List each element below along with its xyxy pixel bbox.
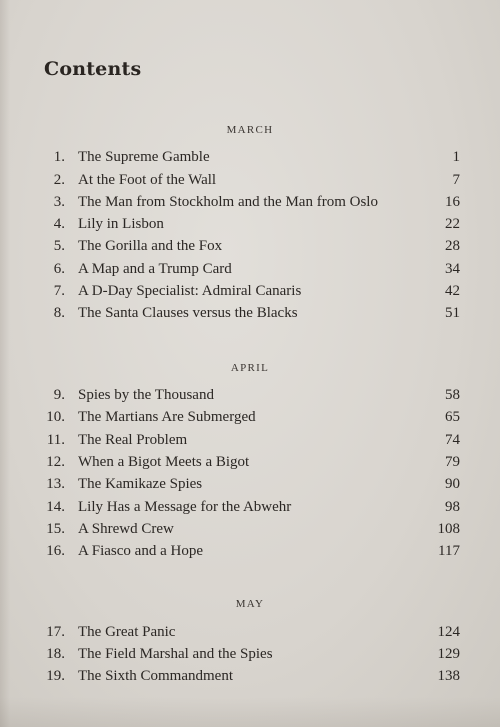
chapter-page: 79 bbox=[445, 454, 460, 470]
toc-entry bbox=[40, 643, 460, 665]
toc-entry bbox=[40, 406, 460, 428]
chapter-number: 4. bbox=[53, 216, 65, 232]
chapter-number: 2. bbox=[53, 172, 65, 188]
chapter-title: The Field Marshal and the Spies bbox=[78, 646, 273, 662]
chapter-page: 74 bbox=[445, 432, 460, 448]
chapter-title: At the Foot of the Wall bbox=[78, 172, 217, 188]
chapter-title: Spies by the Thousand bbox=[78, 387, 214, 403]
chapter-title: The Real Problem bbox=[78, 432, 188, 448]
chapter-page: 42 bbox=[445, 283, 460, 299]
toc-entry bbox=[40, 146, 460, 168]
chapter-page: 16 bbox=[445, 194, 460, 210]
chapter-page: 138 bbox=[437, 668, 460, 684]
page-title: Contents bbox=[44, 58, 142, 80]
chapter-title: When a Bigot Meets a Bigot bbox=[78, 454, 250, 470]
chapter-page: 98 bbox=[445, 499, 460, 515]
chapter-page: 22 bbox=[445, 216, 460, 232]
chapter-page: 65 bbox=[445, 409, 460, 425]
chapter-number: 6. bbox=[53, 261, 65, 277]
chapter-title: Lily in Lisbon bbox=[78, 216, 164, 232]
chapter-number: 13. bbox=[46, 476, 65, 492]
chapter-number: 10. bbox=[46, 409, 65, 425]
section-heading-april: APRIL bbox=[230, 362, 270, 374]
chapter-title: Lily Has a Message for the Abwehr bbox=[78, 499, 292, 515]
chapter-title: A Shrewd Crew bbox=[78, 521, 174, 537]
toc-entry bbox=[40, 451, 460, 473]
chapter-number: 11. bbox=[46, 432, 65, 448]
toc-entry bbox=[40, 518, 460, 540]
chapter-title: The Great Panic bbox=[78, 624, 176, 640]
chapter-number: 8. bbox=[53, 305, 65, 321]
chapter-number: 7. bbox=[53, 283, 65, 299]
toc-entry bbox=[40, 191, 460, 213]
chapter-title: The Man from Stockholm and the Man from Oslo bbox=[78, 194, 378, 210]
chapter-number: 5. bbox=[53, 238, 65, 254]
chapter-number: 3. bbox=[53, 194, 65, 210]
chapter-page: 28 bbox=[445, 238, 460, 254]
toc-entry bbox=[40, 540, 460, 562]
toc-entry bbox=[40, 169, 460, 191]
chapter-number: 12. bbox=[46, 454, 65, 470]
chapter-title: A Fiasco and a Hope bbox=[78, 543, 203, 559]
toc-entry bbox=[40, 473, 460, 495]
chapter-title: The Sixth Commandment bbox=[78, 668, 233, 684]
chapter-number: 14. bbox=[46, 499, 65, 515]
chapter-title: The Martians Are Submerged bbox=[78, 409, 256, 425]
toc-entry bbox=[40, 235, 460, 257]
chapter-number: 1. bbox=[53, 149, 65, 165]
section-heading-march: MARCH bbox=[226, 124, 274, 136]
chapter-title: The Kamikaze Spies bbox=[78, 476, 203, 492]
toc-entry bbox=[40, 496, 460, 518]
chapter-title: The Gorilla and the Fox bbox=[78, 238, 223, 254]
toc-entry bbox=[40, 213, 460, 235]
chapter-page: 58 bbox=[445, 387, 460, 403]
chapter-number: 18. bbox=[46, 646, 65, 662]
chapter-page: 108 bbox=[437, 521, 460, 537]
chapter-number: 17. bbox=[46, 624, 65, 640]
toc-entry bbox=[40, 258, 460, 280]
chapter-page: 129 bbox=[437, 646, 460, 662]
chapter-number: 9. bbox=[53, 387, 65, 403]
chapter-page: 124 bbox=[437, 624, 460, 640]
chapter-page: 34 bbox=[445, 261, 460, 277]
chapter-page: 117 bbox=[438, 543, 460, 559]
section-heading-may: MAY bbox=[235, 598, 265, 610]
chapter-page: 51 bbox=[445, 305, 460, 321]
chapter-title: A D-Day Specialist: Admiral Canaris bbox=[78, 283, 302, 299]
chapter-page: 7 bbox=[452, 172, 460, 188]
toc-entry bbox=[40, 429, 460, 451]
chapter-number: 16. bbox=[46, 543, 65, 559]
toc-entry bbox=[40, 665, 460, 687]
toc-entry bbox=[40, 621, 460, 643]
page-bottom-shadow bbox=[0, 697, 500, 727]
chapter-title: The Supreme Gamble bbox=[78, 149, 210, 165]
chapter-title: The Santa Clauses versus the Blacks bbox=[78, 305, 298, 321]
toc-entry bbox=[40, 302, 460, 324]
toc-entry bbox=[40, 384, 460, 406]
toc-entry bbox=[40, 280, 460, 302]
chapter-title: A Map and a Trump Card bbox=[78, 261, 232, 277]
chapter-page: 90 bbox=[445, 476, 460, 492]
chapter-number: 15. bbox=[46, 521, 65, 537]
chapter-number: 19. bbox=[46, 668, 65, 684]
chapter-page: 1 bbox=[452, 149, 460, 165]
